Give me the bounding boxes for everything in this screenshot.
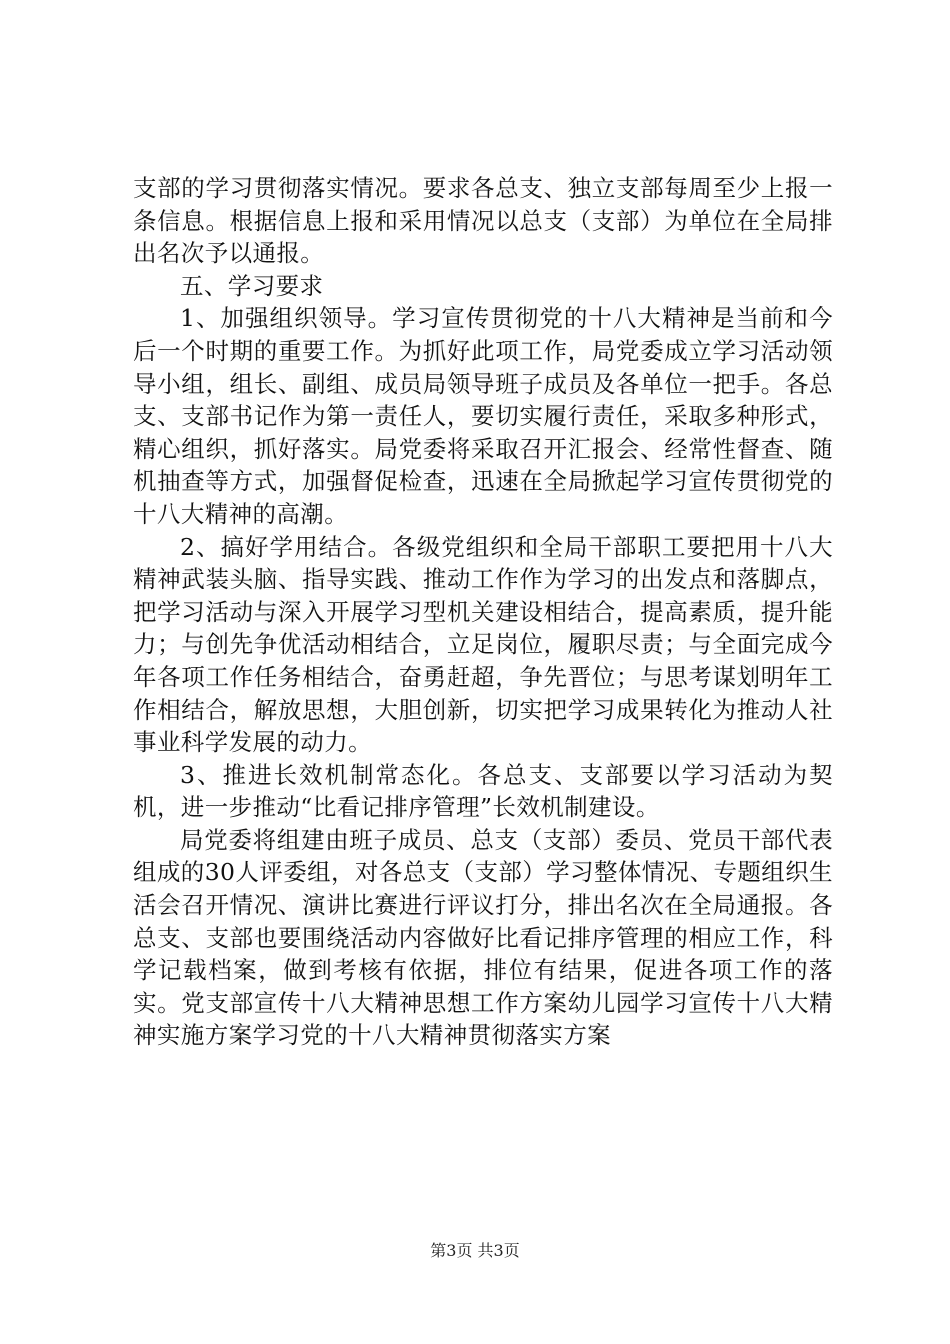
paragraph-long-term-mechanism: 3、推进长效机制常态化。各总支、支部要以学习活动为契机，进一步推动“比看记排序管理”长效机制建设。 bbox=[133, 760, 833, 822]
section-heading-study-requirements: 五、学习要求 bbox=[180, 271, 324, 300]
paragraph-study-application: 2、搞好学用结合。各级党组织和全局干部职工要把用十八大精神武装头脑、指导实践、推动工作作为学习的出发点和落脚点，把学习活动与深入开展学习型机关建设相结合，提高素质，提升能力；与创先争优活动相结合，立足岗位，履职尽责；与全面完成今年各项工作任务相结合，奋勇赶超，争先晋位；与思考谋划明年工作相结合，解放思想，大胆创新，切实把学习成果转化为推动人社事业科学发展的动力。 bbox=[133, 532, 833, 757]
page-number-footer: 第3页 共3页 bbox=[430, 1241, 520, 1260]
paragraph-continuation: 支部的学习贯彻落实情况。要求各总支、独立支部每周至少上报一条信息。根据信息上报和采用情况以总支（支部）为单位在全局排出名次予以通报。 bbox=[133, 174, 833, 268]
paragraph-evaluation-committee: 局党委将组建由班子成员、总支（支部）委员、党员干部代表组成的30人评委组，对各总支（支部）学习整体情况、专题组织生活会召开情况、演讲比赛进行评议打分，排出名次在全局通报。各总支、支部也要围绕活动内容做好比看记排序管理的相应工作，科学记载档案，做到考核有依据，排位有结果，促进各项工作的落实。党支部宣传十八大精神思想工作方案幼儿园学习宣传十八大精神实施方案学习党的十八大精神贯彻落实方案 bbox=[133, 825, 833, 1050]
paragraph-organization-leadership: 1、加强组织领导。学习宣传贯彻党的十八大精神是当前和今后一个时期的重要工作。为抓好此项工作，局党委成立学习活动领导小组，组长、副组、成员局领导班子成员及各单位一把手。各总支、支部书记作为第一责任人，要切实履行责任，采取多种形式，精心组织，抓好落实。局党委将采取召开汇报会、经常性督查、随机抽查等方式，加强督促检查，迅速在全局掀起学习宣传贯彻党的十八大精神的高潮。 bbox=[133, 304, 833, 528]
document-body bbox=[133, 172, 833, 1052]
